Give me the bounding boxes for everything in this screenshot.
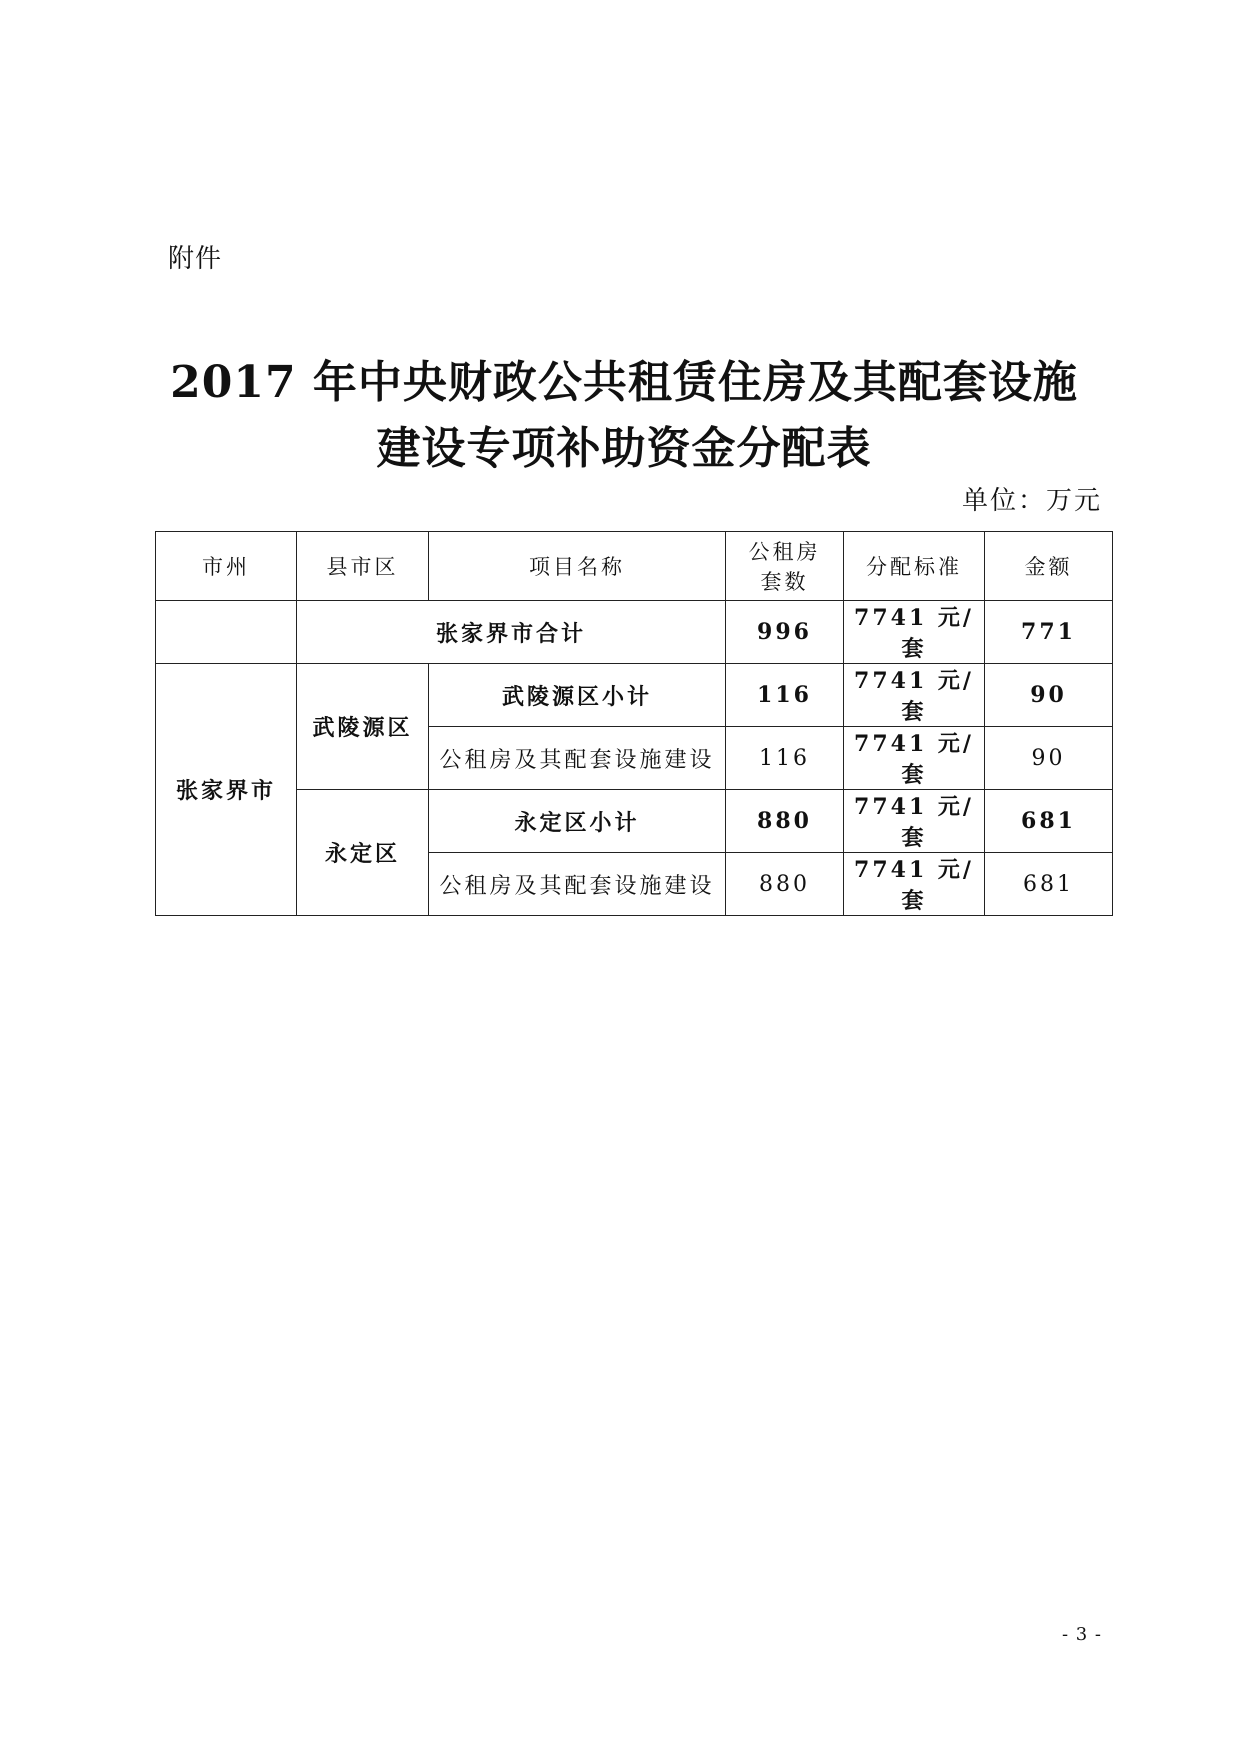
header-county: 县市区 [297, 532, 429, 601]
item-label: 公租房及其配套设施建设 [429, 727, 726, 790]
table-header-row [156, 532, 1113, 601]
title-line-2: 建设专项补助资金分配表 [376, 423, 872, 474]
item-units: 880 [726, 853, 844, 916]
header-units-line1: 公租房 [748, 540, 821, 564]
subtotal-standard: 7741 元/套 [844, 790, 985, 853]
item-amount: 90 [985, 727, 1113, 790]
total-amount: 771 [985, 601, 1113, 664]
county-cell: 永定区 [297, 790, 429, 916]
subtotal-units: 880 [726, 790, 844, 853]
header-project: 项目名称 [429, 532, 726, 601]
header-units-line2: 套数 [760, 570, 809, 594]
header-amount: 金额 [985, 532, 1113, 601]
unit-label: 单位：万元 [961, 486, 1102, 516]
subtotal-label: 永定区小计 [429, 790, 726, 853]
subtotal-units: 116 [726, 664, 844, 727]
allocation-table [155, 531, 1113, 916]
item-label: 公租房及其配套设施建设 [429, 853, 726, 916]
item-units: 116 [726, 727, 844, 790]
header-standard: 分配标准 [844, 532, 985, 601]
item-amount: 681 [985, 853, 1113, 916]
subtotal-label: 武陵源区小计 [429, 664, 726, 727]
title-line-1: 2017 年中央财政公共租赁住房及其配套设施 [170, 357, 1078, 408]
table-row [156, 664, 1113, 727]
total-standard: 7741 元/套 [844, 601, 985, 664]
page-number: - 3 - [1061, 1624, 1102, 1645]
table-row [156, 790, 1113, 853]
item-standard: 7741 元/套 [844, 853, 985, 916]
header-units [726, 532, 844, 601]
subtotal-standard: 7741 元/套 [844, 664, 985, 727]
total-row [156, 601, 1113, 664]
header-city: 市州 [156, 532, 297, 601]
total-label: 张家界市合计 [297, 601, 726, 664]
subtotal-amount: 681 [985, 790, 1113, 853]
city-name-cell: 张家界市 [156, 664, 297, 916]
subtotal-amount: 90 [985, 664, 1113, 727]
total-units: 996 [726, 601, 844, 664]
item-standard: 7741 元/套 [844, 727, 985, 790]
empty-cell [156, 601, 297, 664]
county-cell: 武陵源区 [297, 664, 429, 790]
attachment-label: 附件 [168, 244, 223, 274]
